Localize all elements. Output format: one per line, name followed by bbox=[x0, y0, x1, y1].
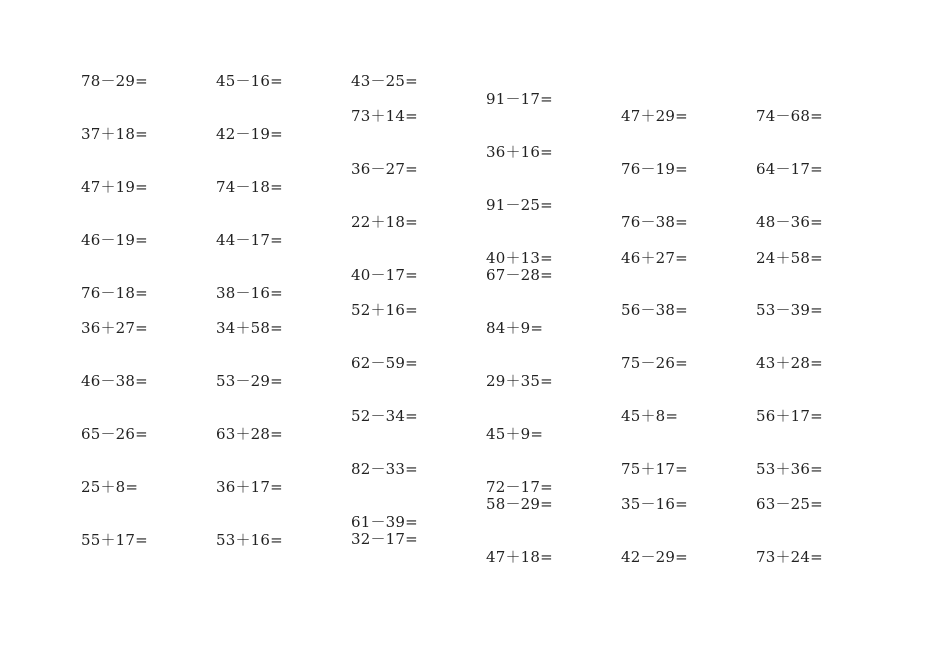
math-problem: 65－26= bbox=[81, 425, 148, 443]
math-problem: 46－38= bbox=[81, 372, 148, 390]
math-problem: 46－19= bbox=[81, 231, 148, 249]
math-problem: 55＋17= bbox=[81, 531, 148, 549]
math-problem: 76－18= bbox=[81, 284, 148, 302]
math-problem: 48－36= bbox=[756, 213, 823, 231]
problem-column-4 bbox=[486, 0, 606, 672]
math-problem: 24＋58= bbox=[756, 249, 823, 267]
math-problem: 53＋16= bbox=[216, 531, 283, 549]
math-problem: 47＋29= bbox=[621, 107, 688, 125]
math-problem: 74－68= bbox=[756, 107, 823, 125]
math-problem: 47＋19= bbox=[81, 178, 148, 196]
math-problem: 62－59= bbox=[351, 354, 418, 372]
math-problem: 75＋17= bbox=[621, 460, 688, 478]
math-problem: 53－29= bbox=[216, 372, 283, 390]
math-problem: 47＋18= bbox=[486, 548, 553, 566]
math-problem: 82－33= bbox=[351, 460, 418, 478]
math-problem: 58－29= bbox=[486, 495, 553, 513]
math-problem: 36＋17= bbox=[216, 478, 283, 496]
problem-column-3 bbox=[351, 0, 471, 672]
math-problem: 45－16= bbox=[216, 72, 283, 90]
math-problem: 53－39= bbox=[756, 301, 823, 319]
math-problem: 36＋27= bbox=[81, 319, 148, 337]
math-problem: 45＋9= bbox=[486, 425, 544, 443]
math-problem: 91－17= bbox=[486, 90, 553, 108]
math-problem: 46＋27= bbox=[621, 249, 688, 267]
problem-column-5 bbox=[621, 0, 741, 672]
math-problem: 84＋9= bbox=[486, 319, 544, 337]
math-problem: 63＋28= bbox=[216, 425, 283, 443]
math-problem: 67－28= bbox=[486, 266, 553, 284]
math-problem: 53＋36= bbox=[756, 460, 823, 478]
math-problem: 42－29= bbox=[621, 548, 688, 566]
math-problem: 40－17= bbox=[351, 266, 418, 284]
math-problem: 52＋16= bbox=[351, 301, 418, 319]
math-problem: 29＋35= bbox=[486, 372, 553, 390]
math-problem: 25＋8= bbox=[81, 478, 139, 496]
math-problem: 35－16= bbox=[621, 495, 688, 513]
math-problem: 56－38= bbox=[621, 301, 688, 319]
math-problem: 36－27= bbox=[351, 160, 418, 178]
math-problem: 42－19= bbox=[216, 125, 283, 143]
math-problem: 44－17= bbox=[216, 231, 283, 249]
problem-column-1 bbox=[81, 0, 201, 672]
math-problem: 52－34= bbox=[351, 407, 418, 425]
math-problem: 37＋18= bbox=[81, 125, 148, 143]
math-problem: 72－17= bbox=[486, 478, 553, 496]
math-problem: 64－17= bbox=[756, 160, 823, 178]
math-problem: 73＋14= bbox=[351, 107, 418, 125]
math-problem: 56＋17= bbox=[756, 407, 823, 425]
math-problem: 75－26= bbox=[621, 354, 688, 372]
math-problem: 43－25= bbox=[351, 72, 418, 90]
math-problem: 40＋13= bbox=[486, 249, 553, 267]
math-problem: 91－25= bbox=[486, 196, 553, 214]
math-problem: 74－18= bbox=[216, 178, 283, 196]
math-problem: 45＋8= bbox=[621, 407, 679, 425]
math-problem: 61－39= bbox=[351, 513, 418, 531]
math-problem: 78－29= bbox=[81, 72, 148, 90]
math-problem: 63－25= bbox=[756, 495, 823, 513]
math-problem: 76－38= bbox=[621, 213, 688, 231]
math-problem: 36＋16= bbox=[486, 143, 553, 161]
math-problem: 38－16= bbox=[216, 284, 283, 302]
math-problem: 76－19= bbox=[621, 160, 688, 178]
math-problem: 73＋24= bbox=[756, 548, 823, 566]
math-problem: 34＋58= bbox=[216, 319, 283, 337]
math-problem: 43＋28= bbox=[756, 354, 823, 372]
problem-column-6 bbox=[756, 0, 876, 672]
math-problem: 32－17= bbox=[351, 530, 418, 548]
problem-column-2 bbox=[216, 0, 336, 672]
math-problem: 22＋18= bbox=[351, 213, 418, 231]
